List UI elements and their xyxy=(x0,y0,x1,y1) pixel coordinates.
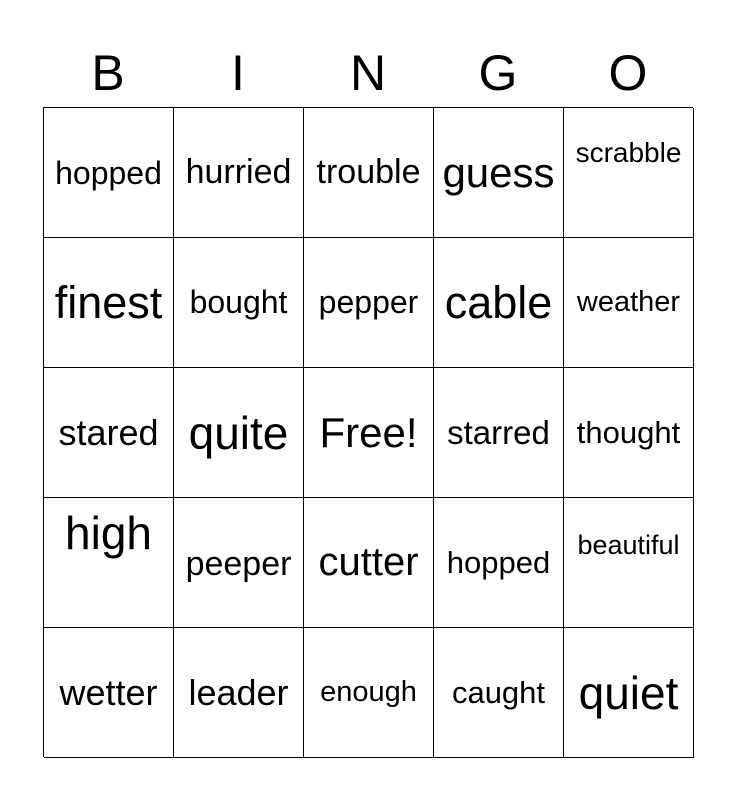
bingo-cell[interactable]: hopped xyxy=(434,498,564,628)
bingo-cell[interactable]: quiet xyxy=(564,628,694,758)
bingo-cell[interactable]: wetter xyxy=(44,628,174,758)
bingo-cell[interactable]: peeper xyxy=(174,498,304,628)
bingo-cell[interactable]: high xyxy=(44,498,174,628)
header-letter-g: G xyxy=(478,45,518,101)
free-space[interactable]: Free! xyxy=(304,368,434,498)
bingo-cell[interactable]: starred xyxy=(434,368,564,498)
bingo-cell[interactable]: quite xyxy=(174,368,304,498)
bingo-cell[interactable]: finest xyxy=(44,238,174,368)
bingo-cell[interactable]: cutter xyxy=(304,498,434,628)
bingo-cell[interactable]: weather xyxy=(564,238,694,368)
header-letter-o: O xyxy=(608,45,648,101)
header-letter-i: I xyxy=(231,45,245,101)
bingo-cell[interactable]: enough xyxy=(304,628,434,758)
bingo-cell[interactable]: hurried xyxy=(174,108,304,238)
bingo-cell[interactable]: trouble xyxy=(304,108,434,238)
bingo-board xyxy=(43,107,693,757)
bingo-cell[interactable]: leader xyxy=(174,628,304,758)
bingo-cell[interactable]: hopped xyxy=(44,108,174,238)
bingo-cell[interactable]: scrabble xyxy=(564,108,694,238)
header-letter-n: N xyxy=(349,45,387,101)
bingo-cell[interactable]: beautiful xyxy=(564,498,694,628)
bingo-cell[interactable]: cable xyxy=(434,238,564,368)
bingo-cell[interactable]: stared xyxy=(44,368,174,498)
bingo-cell[interactable]: caught xyxy=(434,628,564,758)
header-letter-b: B xyxy=(91,45,125,101)
bingo-cell[interactable]: pepper xyxy=(304,238,434,368)
bingo-cell[interactable]: bought xyxy=(174,238,304,368)
bingo-header xyxy=(43,42,693,104)
bingo-cell[interactable]: thought xyxy=(564,368,694,498)
bingo-cell[interactable]: guess xyxy=(434,108,564,238)
